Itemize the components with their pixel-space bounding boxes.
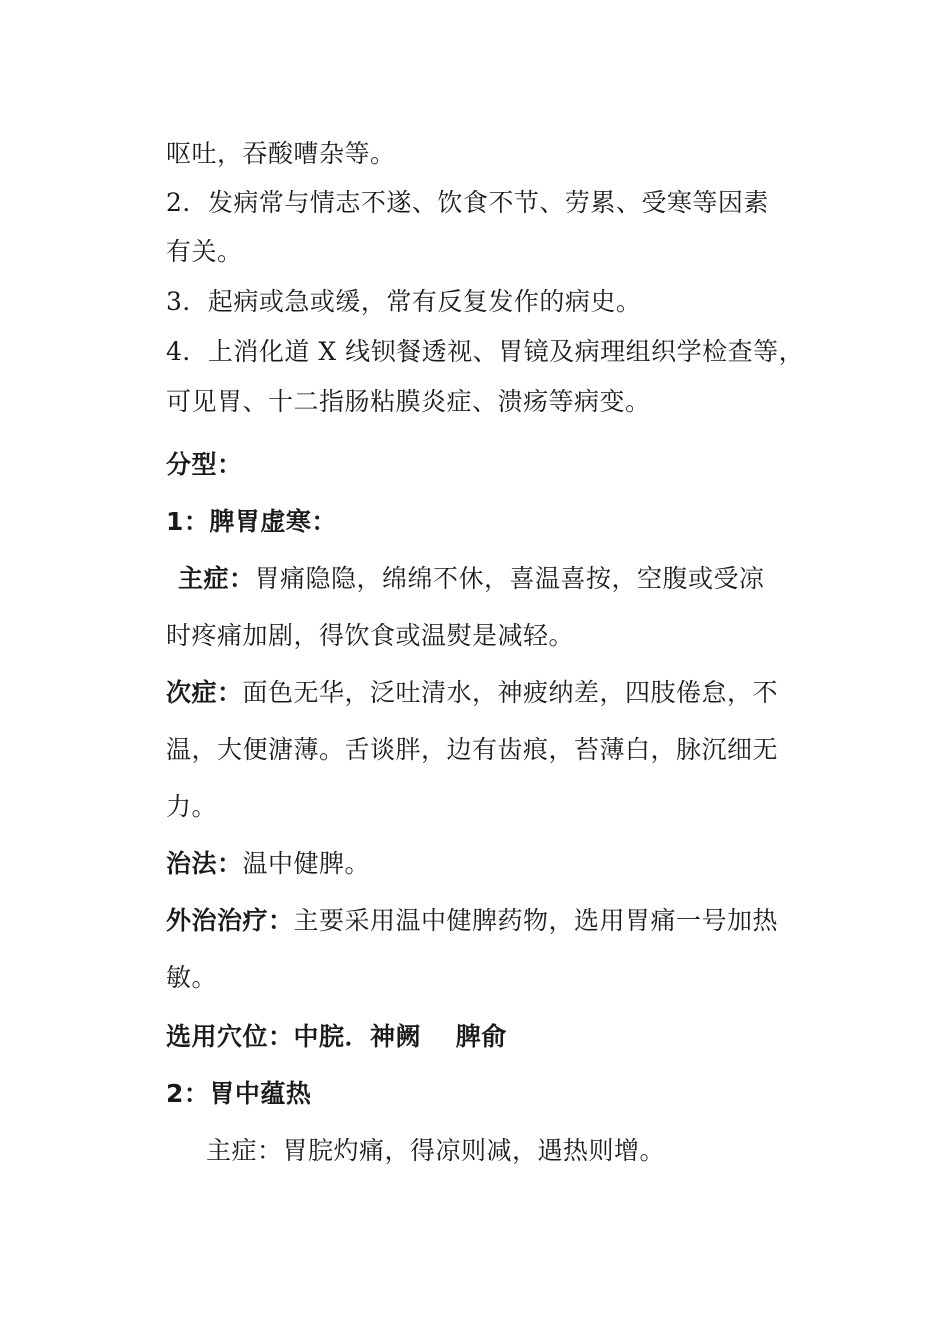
acupoints-line: 选用穴位：中脘．神阙 脾俞 — [166, 1022, 507, 1051]
text-line-4: 3．起病或急或缓，常有反复发作的病史。 — [166, 287, 642, 316]
type-2-heading: 2：胃中蕴热 — [166, 1079, 312, 1108]
text-line-16: 敏。 — [166, 963, 218, 992]
treatment-text: 温中健脾。 — [242, 849, 371, 878]
text-line-2: 2．发病常与情志不遂、饮食不节、劳累、受寒等因素 — [166, 188, 769, 217]
text-line-10: 时疼痛加剧，得饮食或温熨是减轻。 — [166, 621, 575, 650]
text-line-13: 力。 — [166, 792, 218, 821]
main-symptom-line — [178, 563, 818, 595]
main-symptom-label: 主症： — [178, 564, 255, 593]
text-line-3: 有关。 — [166, 237, 243, 266]
section-heading-types: 分型： — [166, 450, 243, 479]
type-1-heading: 1：脾胃虚寒： — [166, 507, 337, 536]
text-line-6: 可见胃、十二指肠粘膜炎症、溃疡等病变。 — [166, 387, 651, 416]
type-2-main-symptom: 主症：胃脘灼痛，得凉则减，遇热则增。 — [206, 1136, 666, 1165]
text-line-12: 温，大便溏薄。舌谈胖，边有齿痕，苔薄白，脉沉细无 — [166, 735, 779, 764]
secondary-symptom-line — [166, 677, 806, 709]
treatment-label: 治法： — [166, 849, 243, 878]
treatment-line — [166, 848, 806, 880]
text-line-1: 呕吐，吞酸嘈杂等。 — [166, 139, 396, 168]
external-treatment-text: 主要采用温中健脾药物，选用胃痛一号加热 — [293, 906, 779, 935]
secondary-symptom-label: 次症： — [166, 678, 243, 707]
secondary-symptom-text: 面色无华，泛吐清水，神疲纳差，四肢倦怠，不 — [242, 678, 779, 707]
external-treatment-line — [166, 905, 806, 937]
text-line-5: 4．上消化道 X 线钡餐透视、胃镜及病理组织学检查等， — [166, 337, 805, 366]
main-symptom-text: 胃痛隐隐，绵绵不休，喜温喜按，空腹或受凉 — [254, 564, 765, 593]
external-treatment-label: 外治治疗： — [166, 906, 294, 935]
